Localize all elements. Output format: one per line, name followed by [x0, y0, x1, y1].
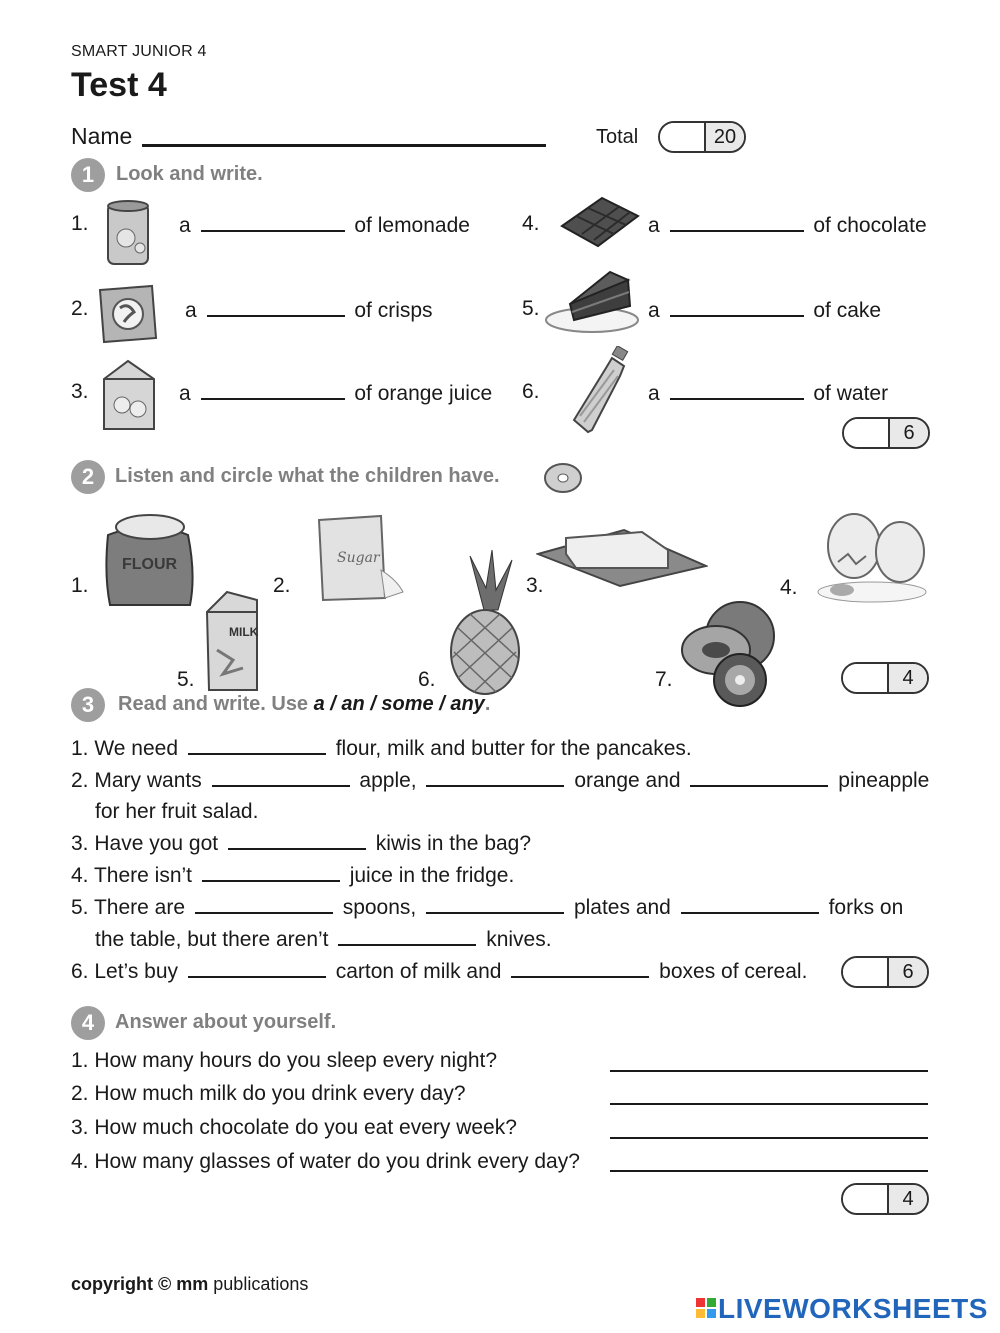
- s1-item-1-blank[interactable]: [201, 212, 345, 232]
- section-3-title-words: a / an / some / any: [313, 693, 485, 715]
- svg-text:FLOUR: FLOUR: [122, 556, 178, 573]
- s4-answer-3[interactable]: [610, 1137, 928, 1139]
- s4-question-1: 1. How many hours do you sleep every night?: [71, 1049, 498, 1072]
- s4-answer-2[interactable]: [610, 1103, 928, 1105]
- page-title: Test 4: [71, 66, 167, 104]
- s1-item-6-number: 6.: [522, 380, 540, 403]
- s3-blank-6a[interactable]: [188, 958, 326, 978]
- section-2-title: Listen and circle what the children have.: [115, 465, 500, 487]
- s3-blank-4[interactable]: [202, 862, 340, 882]
- name-input-line[interactable]: [142, 144, 546, 147]
- section-3-score-box: [841, 956, 929, 988]
- s1-item-4-text: a of chocolate: [648, 214, 927, 237]
- s2-item-7-number: 7.: [655, 668, 673, 691]
- svg-text:Sugar: Sugar: [337, 550, 380, 566]
- pineapple-icon: [440, 548, 530, 696]
- s3-blank-1[interactable]: [188, 735, 326, 755]
- s2-item-2-number: 2.: [273, 574, 291, 597]
- section-1-score: 6: [888, 419, 928, 447]
- audio-cd-icon: [543, 460, 583, 494]
- total-score-box: [658, 121, 746, 153]
- section-4-score-box: [841, 1183, 929, 1215]
- section-3-score: 6: [887, 958, 927, 986]
- water-bottle-icon: [566, 346, 634, 438]
- section-3-title: Read and write. Use a / an / some / any.: [118, 693, 491, 715]
- chocolate-bar-icon: [558, 194, 642, 252]
- s3-line-6: 6. Let’s buy carton of milk and boxes of cereal.: [71, 960, 808, 983]
- s3-blank-5c[interactable]: [681, 894, 819, 914]
- butter-icon: [536, 526, 708, 588]
- s3-blank-2b[interactable]: [426, 767, 564, 787]
- copyright: copyright © mm publications: [71, 1274, 309, 1294]
- s2-item-3-number: 3.: [526, 574, 544, 597]
- s1-item-6-text: a of water: [648, 382, 889, 405]
- s4-answer-4[interactable]: [610, 1170, 928, 1172]
- section-4-title: Answer about yourself.: [115, 1011, 337, 1033]
- crisps-bag-icon: [94, 282, 160, 346]
- section-4-score: 4: [887, 1185, 927, 1213]
- s3-blank-5d[interactable]: [338, 926, 476, 946]
- milk-carton-icon: [203, 590, 263, 694]
- s1-item-6-blank[interactable]: [670, 380, 804, 400]
- s4-answer-1[interactable]: [610, 1070, 928, 1072]
- section-2-score-box: [841, 662, 929, 694]
- s3-blank-5a[interactable]: [195, 894, 333, 914]
- s1-item-3-text: a of orange juice: [179, 382, 493, 405]
- can-icon: [102, 198, 154, 268]
- liveworksheets-logo-icon: [696, 1298, 718, 1326]
- s1-item-4-blank[interactable]: [670, 212, 804, 232]
- s3-line-2: 2. Mary wants apple, orange and pineapple: [71, 769, 930, 792]
- flour-sack-icon: [98, 505, 202, 617]
- s1-item-2-blank[interactable]: [207, 297, 345, 317]
- s3-blank-2a[interactable]: [212, 767, 350, 787]
- s1-item-5-text: a of cake: [648, 299, 882, 322]
- s3-blank-6b[interactable]: [511, 958, 649, 978]
- s3-blank-2c[interactable]: [690, 767, 828, 787]
- s3-line-2-cont: for her fruit salad.: [95, 800, 259, 823]
- section-2-number: 2: [71, 460, 105, 494]
- s3-line-1: 1. We need flour, milk and butter for the pancakes.: [71, 737, 692, 760]
- s3-line-5: 5. There are spoons, plates and forks on: [71, 896, 904, 919]
- s2-item-4-number: 4.: [780, 576, 798, 599]
- s1-item-3-blank[interactable]: [201, 380, 345, 400]
- s1-item-5-number: 5.: [522, 297, 540, 320]
- total-label: Total: [596, 126, 639, 148]
- s4-question-4: 4. How many glasses of water do you drink every day?: [71, 1150, 580, 1173]
- s3-line-3: 3. Have you got kiwis in the bag?: [71, 832, 532, 855]
- cake-slice-icon: [544, 268, 640, 334]
- s1-item-5-blank[interactable]: [670, 297, 804, 317]
- s2-item-6-number: 6.: [418, 668, 436, 691]
- total-score: 20: [704, 123, 744, 151]
- section-4-number: 4: [71, 1006, 105, 1040]
- name-label: Name: [71, 123, 133, 149]
- s1-item-3-number: 3.: [71, 380, 89, 403]
- section-2-score: 4: [887, 664, 927, 692]
- s3-line-5-cont: the table, but there aren’t knives.: [95, 928, 552, 951]
- s1-item-1-text: a of lemonade: [179, 214, 470, 237]
- s1-item-2-number: 2.: [71, 297, 89, 320]
- section-1-number: 1: [71, 158, 105, 192]
- liveworksheets-brand[interactable]: LIVEWORKSHEETS: [718, 1293, 988, 1324]
- series-label: SMART JUNIOR 4: [71, 43, 207, 60]
- s4-question-2: 2. How much milk do you drink every day?: [71, 1082, 466, 1105]
- s4-question-3: 3. How much chocolate do you eat every week?: [71, 1116, 517, 1139]
- section-1-score-box: [842, 417, 930, 449]
- s3-line-4: 4. There isn’t juice in the fridge.: [71, 864, 515, 887]
- s2-item-5-number: 5.: [177, 668, 195, 691]
- kiwi-icon: [678, 598, 784, 708]
- s1-item-1-number: 1.: [71, 212, 89, 235]
- s3-blank-3[interactable]: [228, 830, 366, 850]
- s1-item-2-text: a of crisps: [185, 299, 433, 322]
- svg-text:MILK: MILK: [229, 625, 259, 639]
- sugar-bag-icon: [311, 510, 407, 604]
- s1-item-4-number: 4.: [522, 212, 540, 235]
- s2-item-1-number: 1.: [71, 574, 89, 597]
- juice-carton-icon: [98, 357, 160, 433]
- eggs-icon: [812, 508, 932, 604]
- s3-blank-5b[interactable]: [426, 894, 564, 914]
- section-1-title: Look and write.: [116, 163, 263, 185]
- section-3-number: 3: [71, 688, 105, 722]
